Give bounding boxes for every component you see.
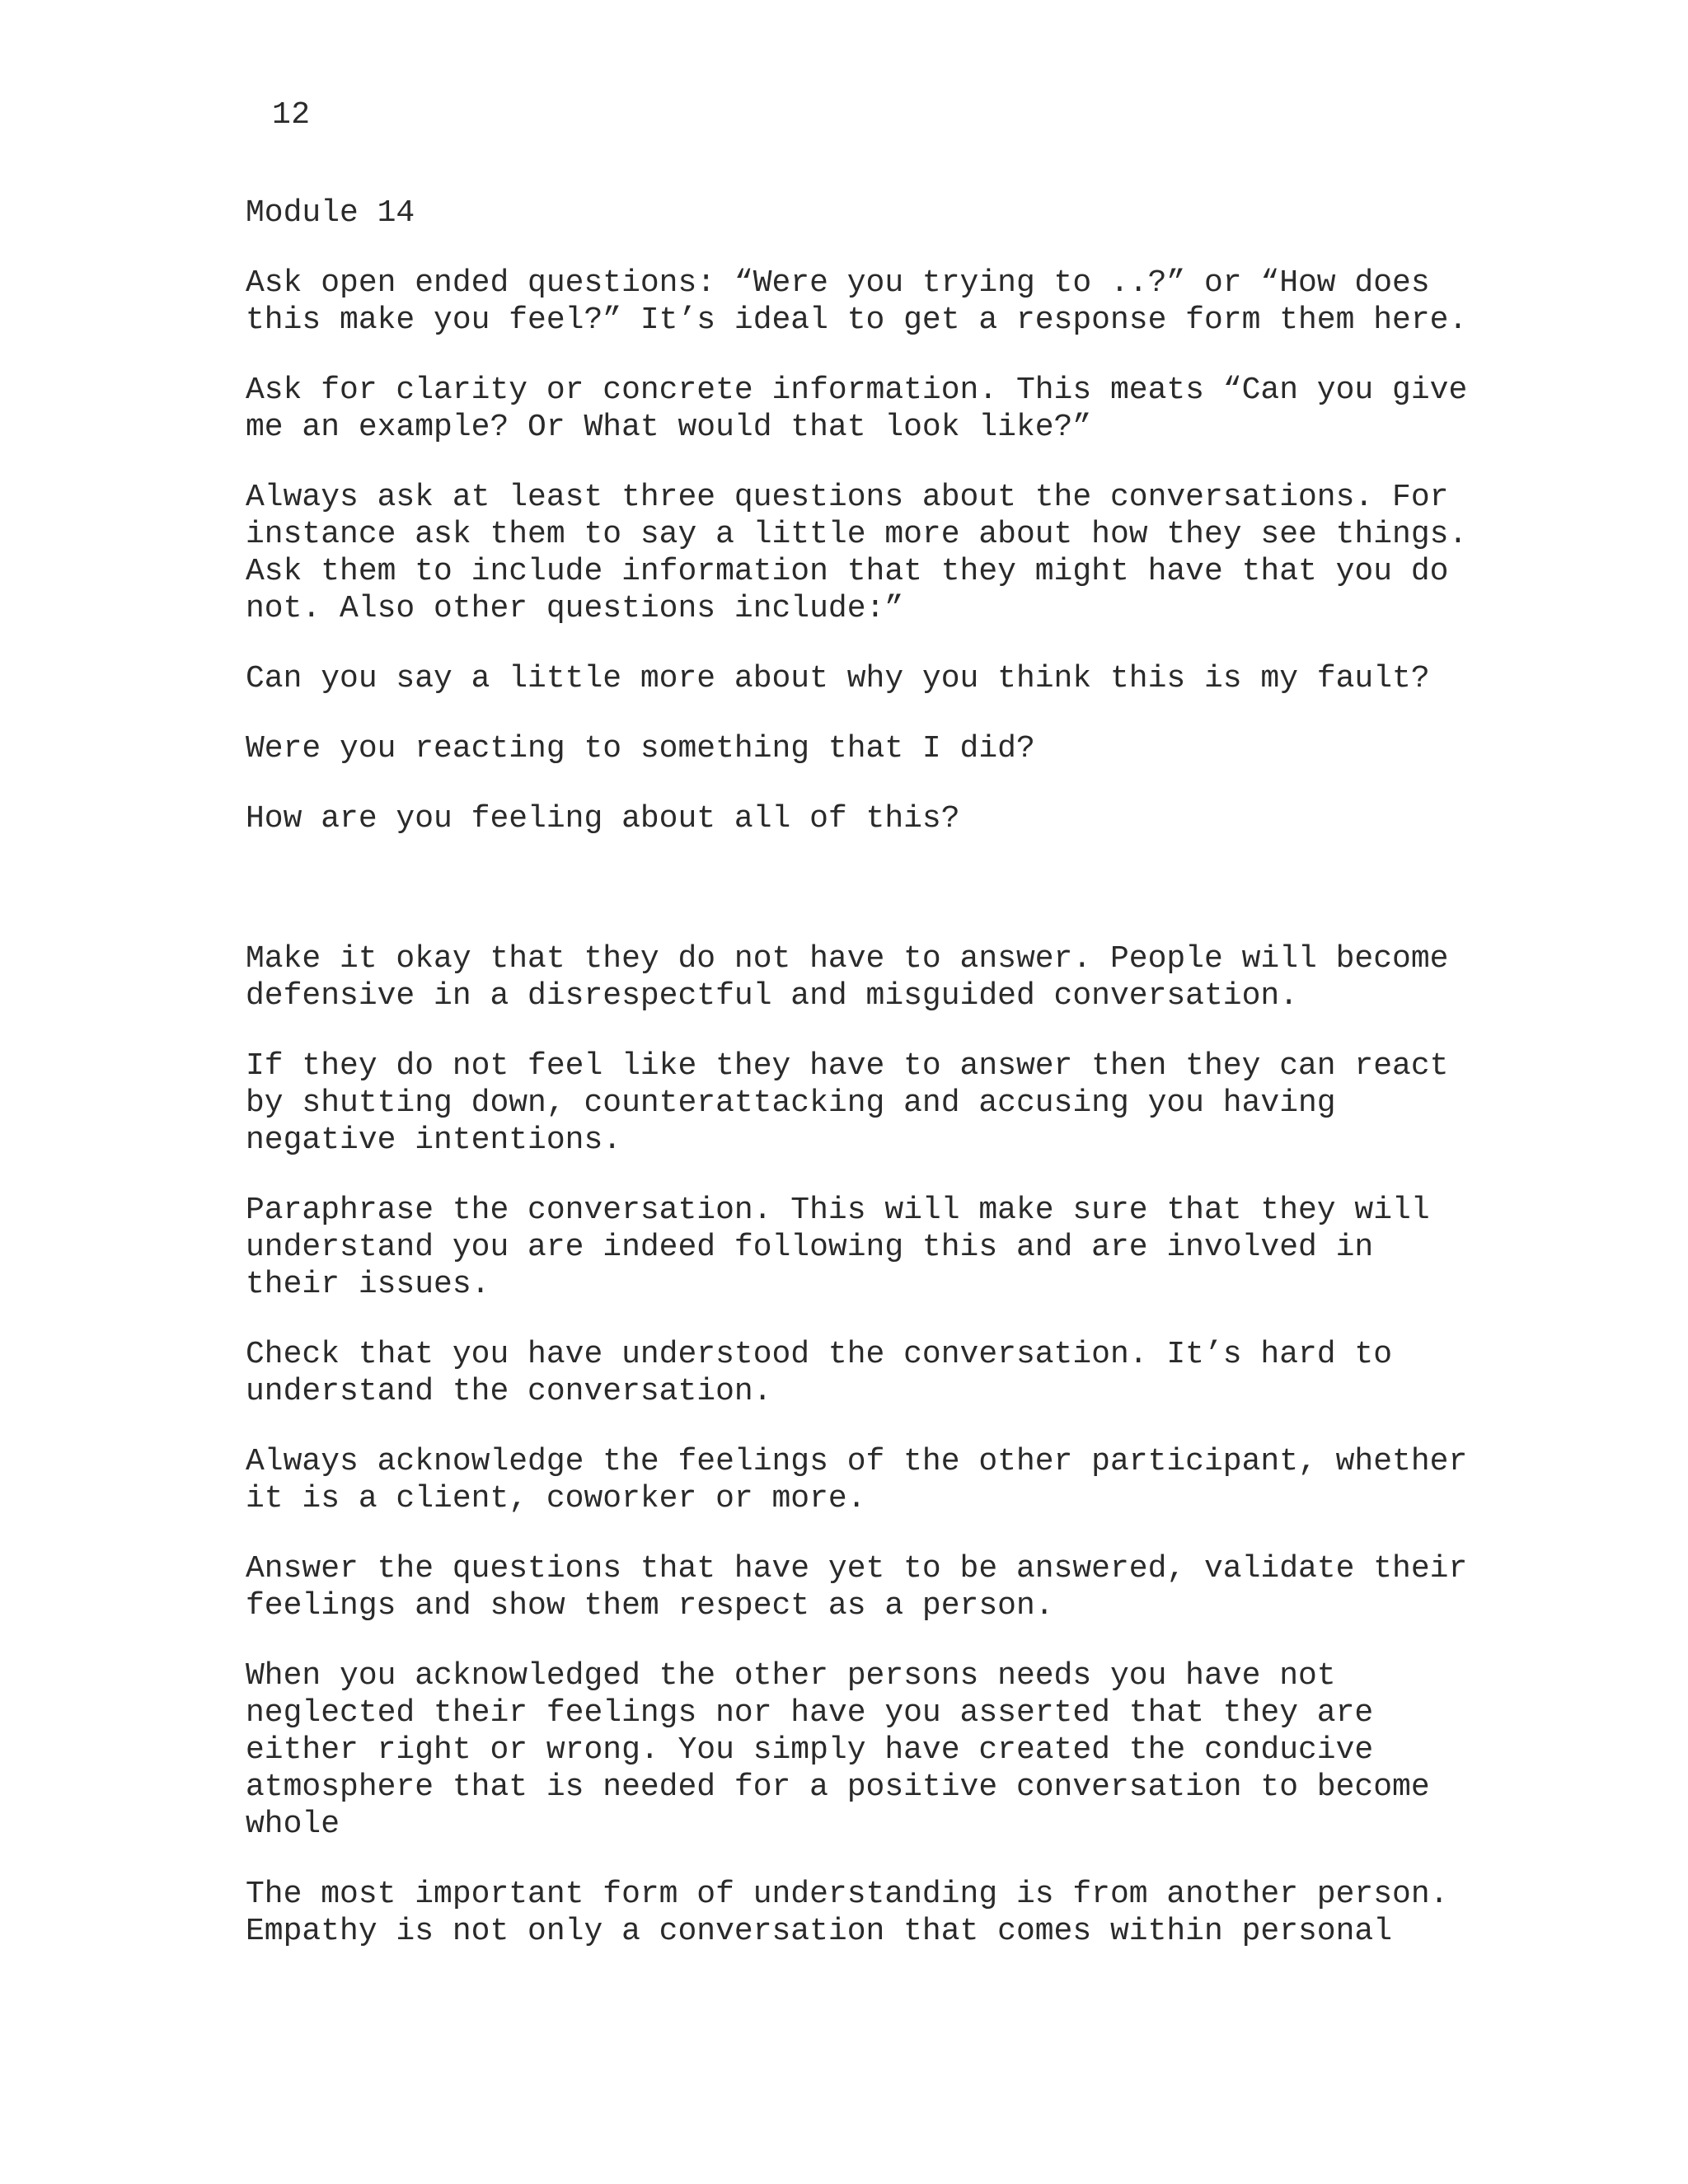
paragraph [246, 800, 1564, 837]
paragraph [246, 1047, 1564, 1159]
paragraph-line: by shutting down, counterattacking and accusing you having [246, 1085, 1336, 1121]
paragraph [246, 1876, 1564, 1950]
paragraph-line: Paraphrase the conversation. This will make sure that they will [246, 1193, 1430, 1228]
paragraph-line: Empathy is not only a conversation that comes within personal [246, 1914, 1393, 1949]
page-number: 12 [272, 97, 311, 133]
paragraph-line: Make it okay that they do not have to answer. People will become [246, 941, 1449, 977]
paragraph-line: Were you reacting to something that I did? [246, 731, 1035, 766]
paragraph [246, 940, 1564, 1015]
paragraph-line: Ask open ended questions: “Were you trying to ..?” or “How does [246, 265, 1430, 301]
paragraph-line: Always ask at least three questions about the conversations. For [246, 480, 1449, 515]
paragraph-line: Ask them to include information that they might have that you do [246, 554, 1449, 589]
paragraph [246, 265, 1564, 339]
paragraph-line: negative intentions. [246, 1122, 622, 1158]
paragraph-line: Answer the questions that have yet to be answered, validate their [246, 1551, 1468, 1586]
paragraph-line: neglected their feelings nor have you asserted that they are [246, 1695, 1374, 1731]
paragraph-line: When you acknowledged the other persons needs you have not [246, 1658, 1336, 1694]
paragraph-line: Ask for clarity or concrete information. This meats “Can you give [246, 373, 1468, 408]
paragraph-line: The most important form of understanding is from another person. [246, 1877, 1449, 1912]
document-body [246, 194, 1564, 1983]
paragraph-line: feelings and show them respect as a person. [246, 1588, 1054, 1624]
paragraph [246, 1192, 1564, 1303]
paragraph [246, 1336, 1564, 1410]
paragraph-line: me an example? Or What would that look like?” [246, 410, 1092, 445]
paragraph-line: How are you feeling about all of this? [246, 801, 960, 837]
paragraph-line: it is a client, coworker or more. [246, 1481, 866, 1516]
paragraph-line: defensive in a disrespectful and misguided conversation. [246, 978, 1299, 1014]
paragraph-line: Can you say a little more about why you think this is my fault? [246, 661, 1430, 696]
module-heading: Module 14 [246, 195, 415, 231]
paragraph-line: not. Also other questions include:” [246, 591, 904, 626]
paragraph [246, 1443, 1564, 1517]
paragraph-line: instance ask them to say a little more about how they see things. [246, 517, 1468, 552]
paragraph-list [246, 265, 1564, 1950]
paragraph-line: understand you are indeed following this and are involved in [246, 1230, 1374, 1265]
paragraph-line: understand the conversation. [246, 1374, 772, 1409]
paragraph-line: Check that you have understood the conversation. It’s hard to [246, 1337, 1393, 1372]
paragraph [246, 372, 1564, 446]
paragraph-line: Always acknowledge the feelings of the other participant, whether [246, 1444, 1468, 1479]
paragraph-line: If they do not feel like they have to answer then they can react [246, 1048, 1449, 1084]
paragraph-line: their issues. [246, 1267, 490, 1302]
paragraph [246, 660, 1564, 697]
paragraph [246, 1657, 1564, 1843]
paragraph-line: whole [246, 1807, 340, 1842]
paragraph-line: this make you feel?” It’s ideal to get a response form them here. [246, 302, 1468, 338]
paragraph [246, 1550, 1564, 1624]
paragraph-line: either right or wrong. You simply have created the conducive [246, 1732, 1374, 1768]
paragraph-line: atmosphere that is needed for a positive conversation to become [246, 1769, 1430, 1805]
paragraph [246, 730, 1564, 767]
paragraph [246, 479, 1564, 627]
